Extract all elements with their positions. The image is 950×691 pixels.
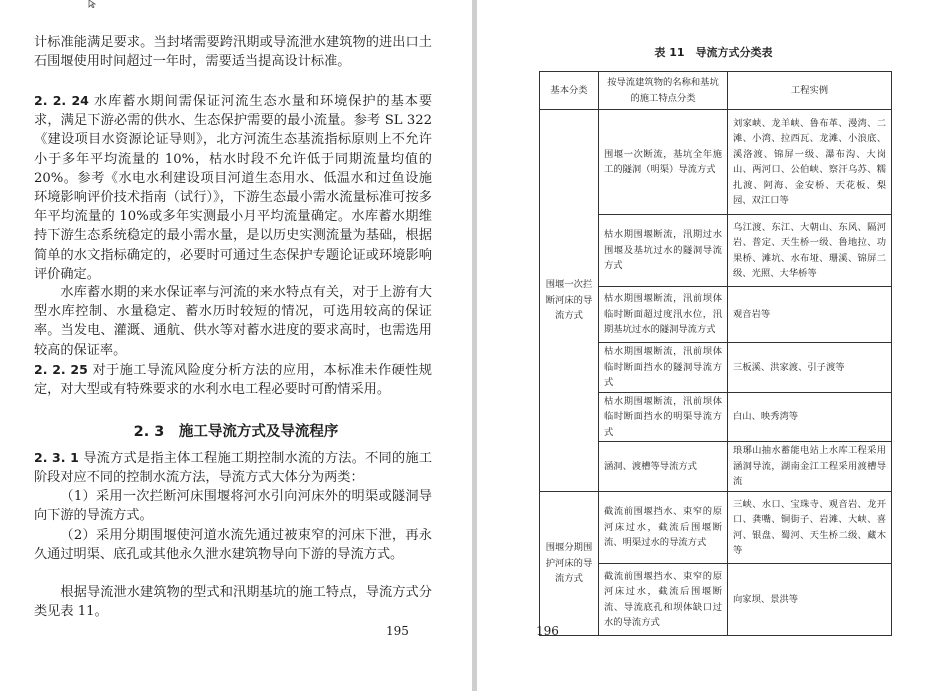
paragraph-text: 水库蓄水期的来水保证率与河流的来水特点有关，对于上游有大型水库控制、水量稳定、蓄水历时较短的情况，可选用较高的保证率。当发电、灌溉、通航、供水等对蓄水进度的要求高时，也需选用较高的保证率。 (34, 285, 432, 358)
table-header-row (540, 72, 892, 110)
column-header: 工程实例 (728, 72, 892, 110)
examples-cell: 刘家峡、龙羊峡、鲁布革、漫湾、二滩、小湾、拉西瓦、龙滩、小浪底、溪洛渡、锦屏一级、瀑布沟、大岗山、两河口、公伯峡、察汗乌苏、糯扎渡、阿海、金安桥、天花板、梨园、双江口等 (728, 110, 892, 215)
examples-cell: 观音岩等 (728, 287, 892, 343)
table-row (540, 492, 892, 564)
paragraph-text: （1）采用一次拦断河床围堰将河水引向河床外的明渠或隧洞导向下游的导流方式。 (34, 489, 432, 524)
clause-2-3-1 (34, 448, 432, 487)
paragraph-text: 水库蓄水期间需保证河流生态水量和环境保护的基本要求，满足下游必需的供水、生态保护需要的最小流量。参考 SL 322《建设项目水资源论证导则》，北方河流生态基流指标原则上不允许小于多年平均流量的 10%，枯水时段不允许低于同期流量均值的 20%。参考《水电水利建设项目河道生态用水、低温水和过鱼设施环境影响评价技术指南（试行）》，下游生态最小需水流量标准可按多年平均流量的 10%或多年实测最小月平均流量确定。水库蓄水期维持下游生态系统稳定的最小需水量，是以历史实测流量为基础，根据简单的水文指标确定的，必要时可通过生态保护专题论证或环境影响评价确定。 (34, 94, 433, 282)
paragraph (34, 33, 432, 71)
examples-cell: 乌江渡、东江、大朝山、东风、隔河岩、普定、天生桥一级、鲁地拉、功果桥、滩坑、水布垭、珊溪、锦屏二级、光照、大华桥等 (728, 215, 892, 287)
paragraph-text: （2）采用分期围堰使河道水流先通过被束窄的河床下泄，再永久通过明渠、底孔或其他永久泄水建筑物导向下游的导流方式。 (34, 528, 432, 563)
list-item (34, 526, 432, 564)
clause-2-2-24 (34, 91, 432, 284)
method-cell: 截流前围堰挡水、束窄的原河床过水，截流后围堰断流、明渠过水的导流方式 (599, 492, 728, 564)
method-cell: 枯水期围堰断流，汛前坝体临时断面挡水的明渠导流方式 (599, 392, 728, 442)
method-cell: 枯水期围堰断流，汛前坝体临时断面挡水的隧洞导流方式 (599, 343, 728, 393)
examples-cell: 白山、映秀湾等 (728, 392, 892, 442)
paragraph-text: 根据导流泄水建筑物的型式和汛期基坑的施工特点，导流方式分类见表 11。 (34, 585, 432, 620)
table-row (540, 110, 892, 215)
clause-number: 2. 2. 24 (34, 93, 89, 108)
examples-cell: 向家坝、景洪等 (728, 564, 892, 636)
examples-cell: 琅琊山抽水蓄能电站上水库工程采用涵洞导流，湖南金江工程采用渡槽导流 (728, 442, 892, 492)
right-page (477, 0, 950, 691)
category-cell: 围堰分期围护河床的导流方式 (540, 492, 599, 636)
paragraph (34, 283, 432, 360)
method-cell: 枯水期围堰断流，汛前坝体临时断面超过度汛水位，汛期基坑过水的隧洞导流方式 (599, 287, 728, 343)
paragraph-text: 计标准能满足要求。当封堵需要跨汛期或导流泄水建筑物的进出口土石围堰使用时间超过一年时，需要适当提高设计标准。 (34, 35, 432, 70)
mouse-cursor-icon (88, 0, 98, 8)
method-cell: 截流前围堰挡水、束窄的原河床过水，截流后围堰断流、导流底孔和坝体缺口过水的导流方式 (599, 564, 728, 636)
list-item (34, 487, 432, 525)
column-header: 按导流建筑物的名称和基坑的施工特点分类 (599, 72, 728, 110)
diversion-type-table (539, 71, 892, 636)
examples-cell: 三峡、水口、宝珠寺、观音岩、龙开口、龚嘴、铜街子、岩滩、大峡、喜河、银盘、蜀河、天生桥二级、藏木等 (728, 492, 892, 564)
method-cell: 涵洞、渡槽等导流方式 (599, 442, 728, 492)
paragraph-text: 导流方式是指主体工程施工期控制水流的方法。不同的施工阶段对应不同的控制水流方法，导流方式大体分为两类： (34, 451, 433, 486)
clause-number: 2. 2. 25 (34, 362, 88, 377)
method-cell: 枯水期围堰断流，汛期过水围堰及基坑过水的隧洞导流方式 (599, 215, 728, 287)
table-title: 表 11 导流方式分类表 (654, 46, 773, 59)
clause-number: 2. 3. 1 (34, 450, 79, 465)
page-number: 195 (386, 624, 409, 638)
clause-2-2-25 (34, 360, 432, 399)
category-cell: 围堰一次拦断河床的导流方式 (540, 110, 599, 492)
examples-cell: 三板溪、洪家渡、引子渡等 (728, 343, 892, 393)
column-header: 基本分类 (540, 72, 599, 110)
page-number: 196 (536, 624, 559, 638)
method-cell: 围堰一次断流，基坑全年施工的隧洞（明渠）导流方式 (599, 110, 728, 215)
left-page (0, 0, 472, 691)
paragraph-text: 对于施工导流风险度分析方法的应用，本标准未作硬性规定，对大型或有特殊要求的水利水电工程必要时可酌情采用。 (34, 363, 432, 398)
paragraph (34, 583, 432, 621)
section-heading: 2. 3 施工导流方式及导流程序 (133, 424, 339, 440)
